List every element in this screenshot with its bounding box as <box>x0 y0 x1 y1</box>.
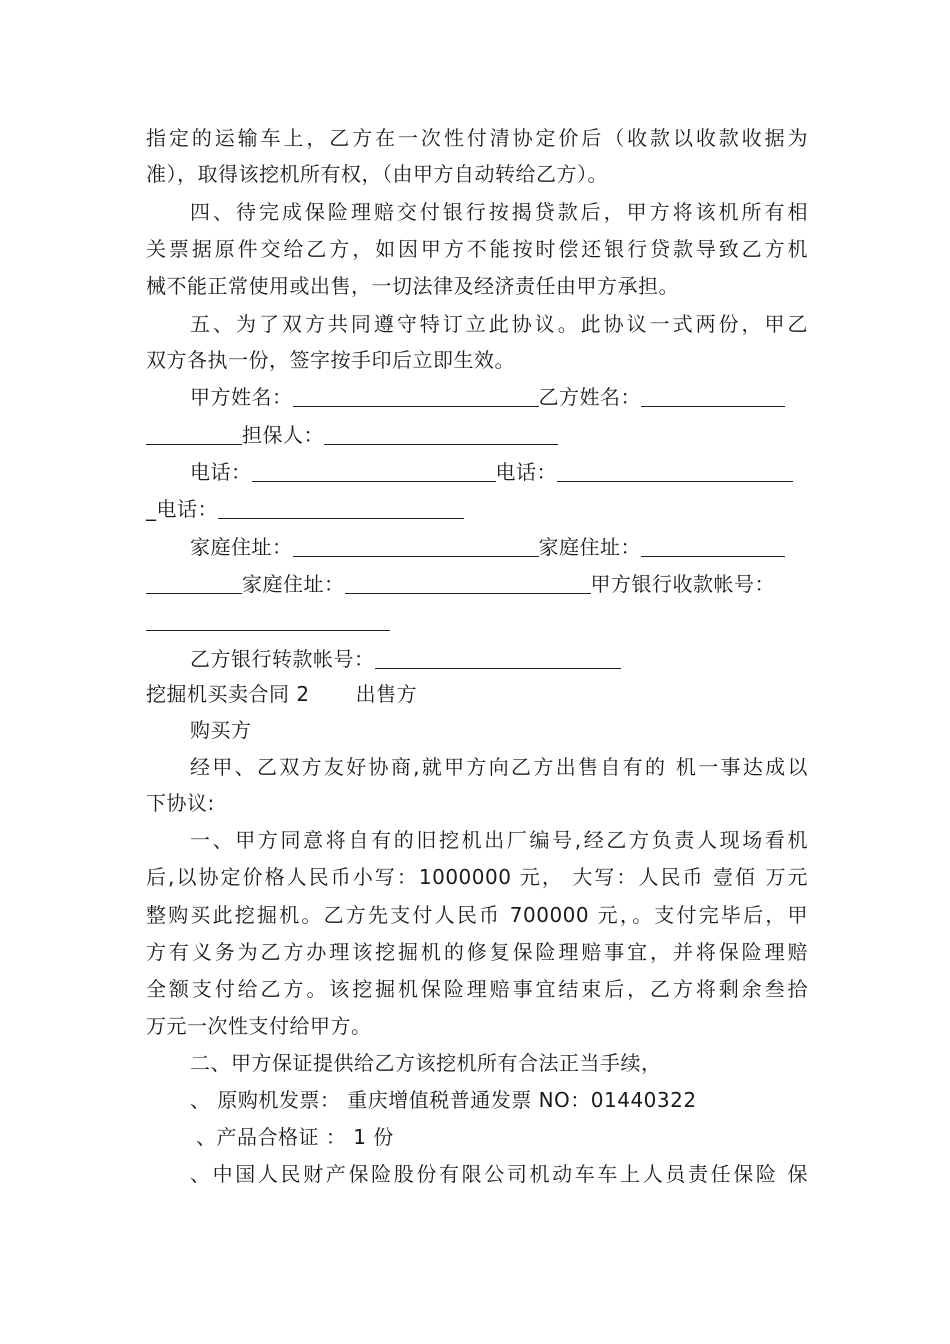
phone-line <box>190 459 793 485</box>
party-b-bank-line <box>190 646 621 672</box>
signature-line-party-a <box>190 384 785 410</box>
text-line: 械不能正常使用或出售，一切法律及经济责任由甲方承担。 <box>146 274 679 298</box>
text-line: 、中国人民财产保险股份有限公司机动车车上人员责任保险 保 <box>190 1162 808 1186</box>
party-a-name-blank[interactable] <box>293 386 539 407</box>
text-line: 全额支付给乙方。该挖掘机保险理赔事宜结束后，乙方将剩余叁拾 <box>146 977 808 1001</box>
text-line: 方有义务为乙方办理该挖掘机的修复保险理赔事宜，并将保险理赔 <box>146 940 808 964</box>
text-line: 二、甲方保证提供给乙方该挖机所有合法正当手续， <box>190 1051 662 1075</box>
text-line: 整购买此挖掘机。乙方先支付人民币 700000 元，。支付完毕后，甲 <box>146 903 808 927</box>
party-a-bank-account-label: 甲方银行收款帐号： <box>590 572 775 596</box>
guarantor-label: 担保人： <box>242 423 324 447</box>
party-b-address-blank[interactable] <box>641 536 785 557</box>
address-line-guarantor <box>146 571 775 597</box>
party-b-address-label: 家庭住址： <box>538 535 641 559</box>
party-b-name-blank[interactable] <box>641 386 785 407</box>
party-a-phone-blank[interactable] <box>252 461 496 482</box>
text-line: 关票据原件交给乙方，如因甲方不能按时偿还银行贷款导致乙方机 <box>146 237 808 261</box>
phone-line-guarantor <box>146 496 464 522</box>
text-line: 后,以协定价格人民币小写：1000000 元， 大写：人民币 壹佰 万元 <box>146 865 808 889</box>
text-line: 准），取得该挖机所有权，（由甲方自动转给乙方）。 <box>146 162 608 186</box>
party-b-bank-account-label: 乙方银行转款帐号： <box>190 647 375 671</box>
party-a-name-label: 甲方姓名： <box>190 385 293 409</box>
text-line: 指定的运输车上，乙方在一次性付清协定价后（收款以收款收据为 <box>146 126 808 150</box>
party-a-address-blank[interactable] <box>293 536 539 557</box>
party-b-phone-blank[interactable] <box>557 461 793 482</box>
guarantor-phone-label: _电话： <box>146 497 218 521</box>
party-a-address-label: 家庭住址： <box>190 535 293 559</box>
buyer-label: 购买方 <box>190 718 252 742</box>
seller-label: 出售方 <box>355 682 418 706</box>
party-b-phone-label: 电话： <box>495 460 557 484</box>
party-a-phone-label: 电话： <box>190 460 252 484</box>
text-line: 、 原购机发票： 重庆增值税普通发票 NO：01440322 <box>190 1088 697 1112</box>
party-a-bank-account-blank[interactable] <box>146 610 390 631</box>
contract-title-line <box>146 681 417 707</box>
party-b-name-blank-cont[interactable] <box>146 424 242 445</box>
signature-line-guarantor <box>146 422 558 448</box>
text-line: 下协议: <box>146 791 215 815</box>
guarantor-phone-blank[interactable] <box>218 498 464 519</box>
contract-title: 挖掘机买卖合同 2 <box>146 682 310 706</box>
text-line: 经甲、乙双方友好协商,就甲方向乙方出售自有的 机一事达成以 <box>190 755 808 779</box>
party-b-address-blank-cont[interactable] <box>146 573 242 594</box>
guarantor-address-blank[interactable] <box>345 573 591 594</box>
guarantor-blank[interactable] <box>324 424 558 445</box>
guarantor-address-label: 家庭住址： <box>242 572 345 596</box>
text-line: 四、待完成保险理赔交付银行按揭贷款后，甲方将该机所有相 <box>190 200 808 224</box>
text-line: 一、甲方同意将自有的旧挖机出厂编号,经乙方负责人现场看机 <box>190 828 808 852</box>
address-line <box>190 534 785 560</box>
text-line: 五、为了双方共同遵守特订立此协议。此协议一式两份，甲乙 <box>190 312 808 336</box>
party-b-bank-account-blank[interactable] <box>375 648 621 669</box>
text-line: 双方各执一份，签字按手印后立即生效。 <box>146 348 515 372</box>
party-b-name-label: 乙方姓名： <box>538 385 641 409</box>
bank-account-line <box>146 608 390 634</box>
text-line: 、产品合格证 ： 1 份 <box>196 1125 394 1149</box>
text-line: 万元一次性支付给甲方。 <box>146 1014 372 1038</box>
